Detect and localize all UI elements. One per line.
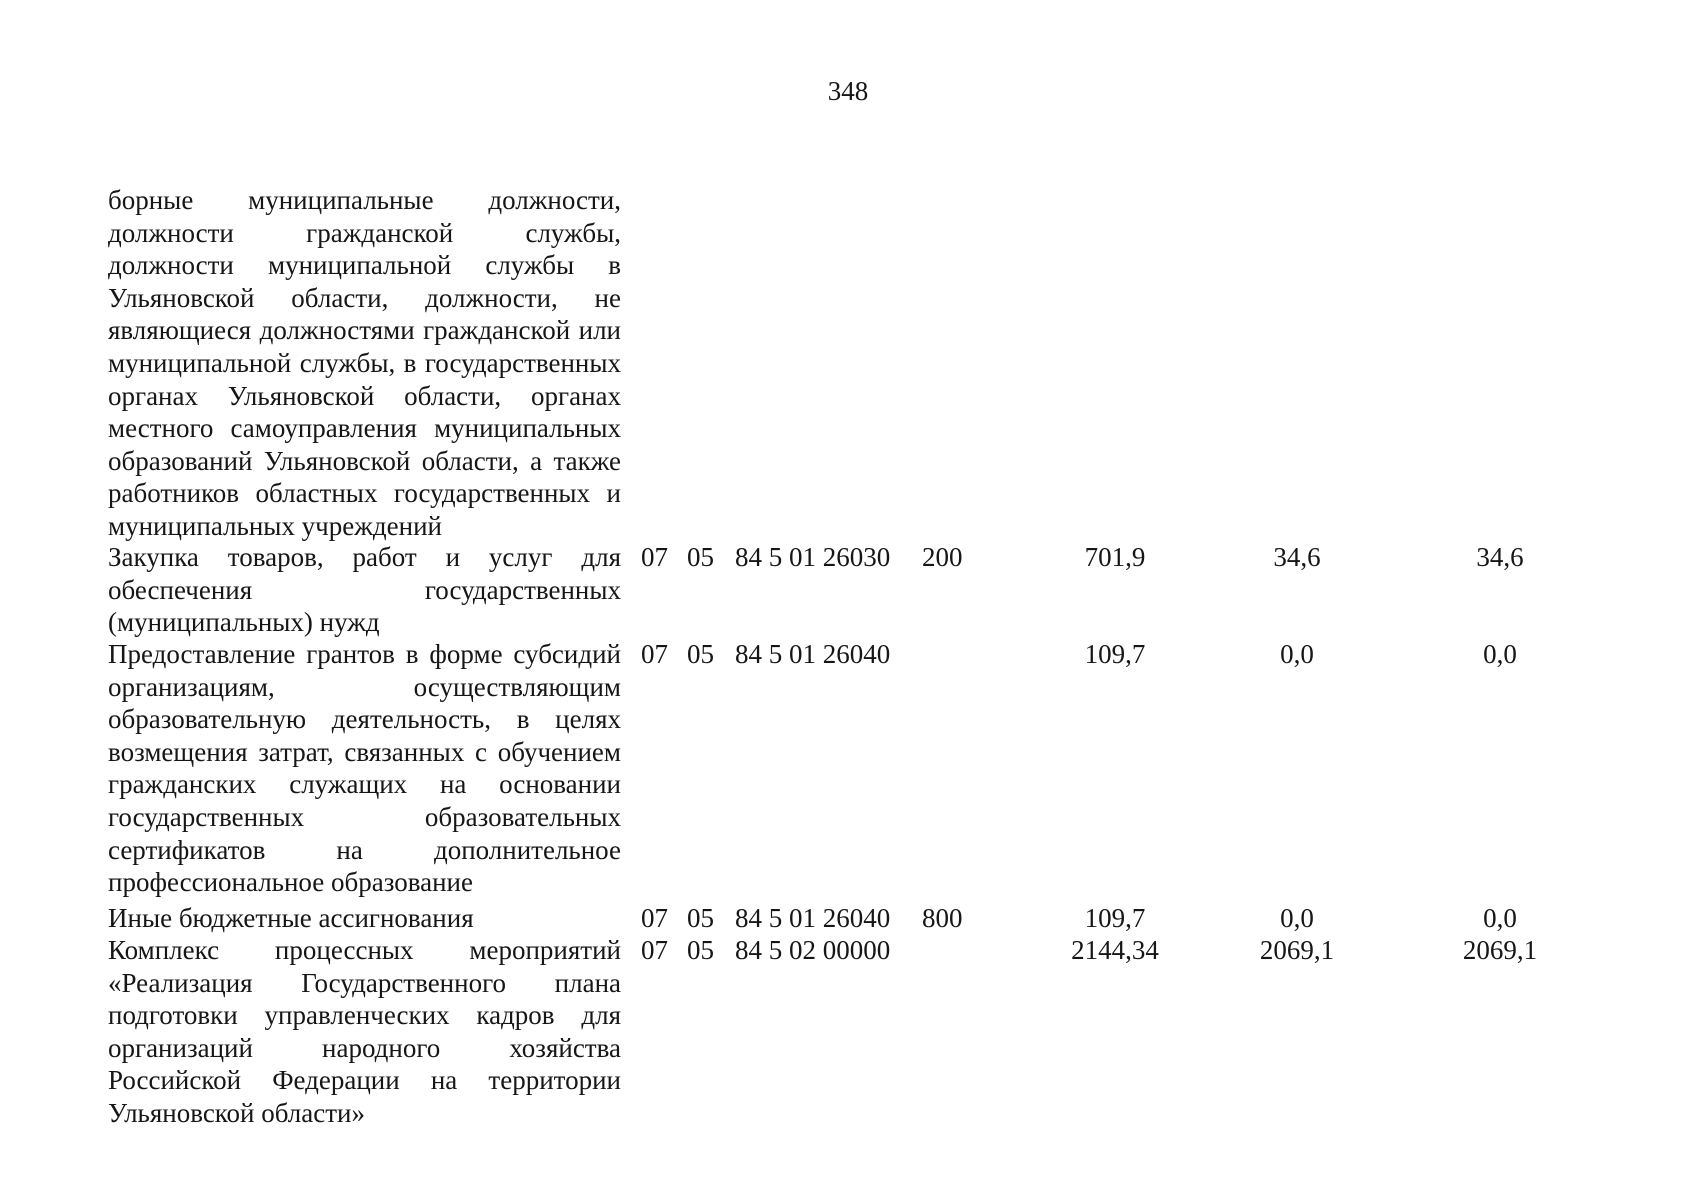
amount-2: 0,0 <box>1280 639 1314 669</box>
target-article-code: 84 5 02 00000 <box>735 935 891 965</box>
row-description: Иные бюджетные ассигнования <box>108 903 474 933</box>
row-description: Комплекс процессных мероприятий «Реализация Государственного плана подготовки управленческих кадров для организаций народного хозяйства Российской Федерации на территории Ульяновской области» <box>108 935 621 1128</box>
amount-3: 0,0 <box>1483 903 1517 933</box>
table-row <box>0 934 1696 1134</box>
amount-3: 0,0 <box>1483 639 1517 669</box>
section-code: 07 <box>641 639 668 669</box>
table-row <box>0 638 1696 902</box>
expense-type-code: 200 <box>922 542 963 572</box>
table-row <box>0 541 1696 638</box>
amount-3: 34,6 <box>1476 542 1524 572</box>
subsection-code: 05 <box>687 542 714 572</box>
amount-2: 2069,1 <box>1259 935 1335 965</box>
page-number: 348 <box>827 76 869 106</box>
budget-table <box>0 184 1696 1134</box>
amount-2: 0,0 <box>1280 903 1314 933</box>
section-code: 07 <box>641 935 668 965</box>
subsection-code: 05 <box>687 903 714 933</box>
table-row <box>0 902 1696 934</box>
target-article-code: 84 5 01 26030 <box>735 542 891 572</box>
row-description: Предоставление грантов в форме субсидий организациям, осуществляющим образовательную деятельность, в целях возмещения затрат, связанных с обучением гражданских служащих на основании государственных образовательных сертификатов на дополнительное профессиональное образование <box>108 639 621 898</box>
amount-1: 109,7 <box>1084 639 1146 669</box>
target-article-code: 84 5 01 26040 <box>735 903 891 933</box>
amount-2: 34,6 <box>1273 542 1321 572</box>
subsection-code: 05 <box>687 639 714 669</box>
amount-3: 2069,1 <box>1462 935 1538 965</box>
subsection-code: 05 <box>687 935 714 965</box>
target-article-code: 84 5 01 26040 <box>735 639 891 669</box>
row-description: Закупка товаров, работ и услуг для обеспечения государственных (муниципальных) нужд <box>108 542 621 638</box>
amount-1: 2144,34 <box>1071 935 1159 965</box>
section-code: 07 <box>641 903 668 933</box>
amount-1: 701,9 <box>1084 542 1146 572</box>
section-code: 07 <box>641 542 668 572</box>
amount-1: 109,7 <box>1084 903 1146 933</box>
expense-type-code: 800 <box>922 903 963 933</box>
row-description: борные муниципальные должности, должности гражданской службы, должности муниципальной службы в Ульяновской области, должности, не являющиеся должностями гражданской или муниципальной службы, в государственных органах Ульяновской области, органах местного самоуправления муниципальных образований Ульяновской области, а также работников областных государственных и муниципальных учреждений <box>108 185 621 541</box>
table-row <box>0 184 1696 541</box>
